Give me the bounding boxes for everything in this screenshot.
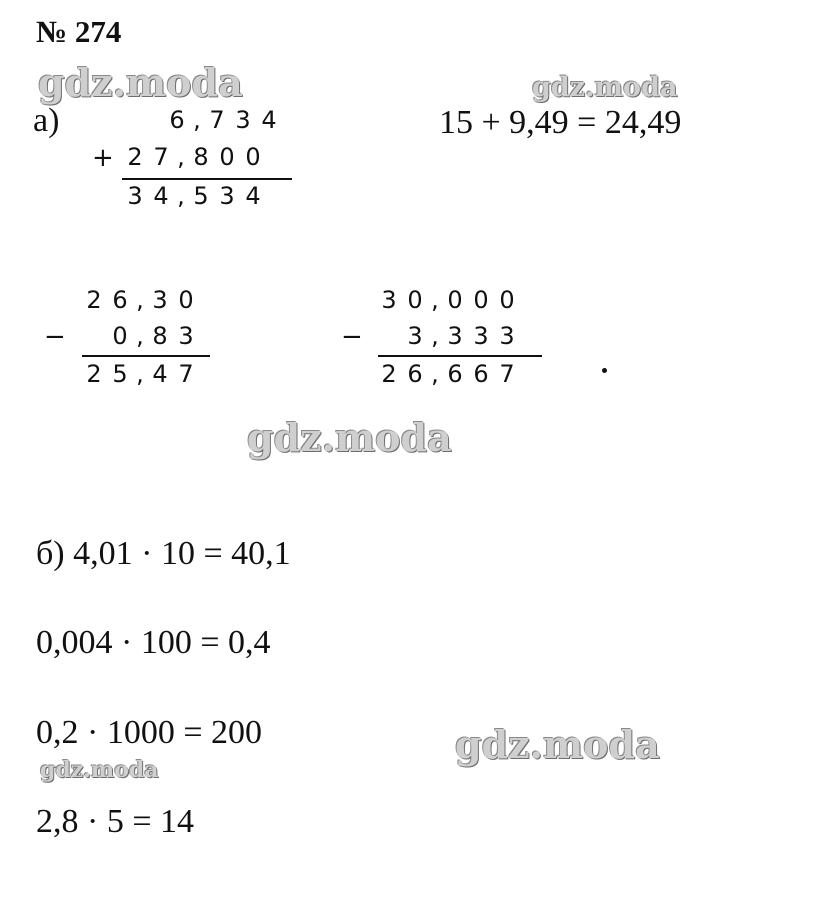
digit: 8 (152, 322, 168, 350)
digit: 3 (152, 286, 168, 314)
digit: 3 (178, 322, 194, 350)
digit: , (136, 322, 144, 350)
subtraction-2-bottom-row (402, 322, 520, 350)
digit: , (431, 360, 439, 388)
equation: 0,004 · 100 = 0,4 (36, 624, 271, 661)
digit: 5 (112, 360, 128, 388)
equation: 0,2 · 1000 = 200 (36, 714, 262, 751)
digit: , (177, 182, 185, 210)
exercise-number: № 274 (36, 14, 122, 49)
digit: 5 (193, 182, 209, 210)
addition-result-row (122, 182, 266, 210)
digit: 2 (86, 360, 102, 388)
subtraction-1-rule (82, 355, 210, 357)
digit: 6 (447, 360, 463, 388)
digit: 7 (178, 360, 194, 388)
stray-dot (602, 368, 607, 373)
digit: 0 (473, 286, 489, 314)
digit: 6 (407, 360, 423, 388)
watermark: gdz.moda (38, 60, 243, 105)
watermark: gdz.moda (532, 72, 678, 103)
digit: 3 (219, 182, 235, 210)
digit: 0 (447, 286, 463, 314)
digit: 2 (86, 286, 102, 314)
equation: 2,8 · 5 = 14 (36, 803, 194, 840)
digit: 0 (407, 286, 423, 314)
digit: , (136, 286, 144, 314)
digit: 2 (381, 360, 397, 388)
addition-rule (122, 178, 292, 180)
plus-sign: + (92, 143, 114, 173)
part-b-line-1 (36, 535, 291, 573)
watermark: gdz.moda (455, 722, 660, 767)
subtraction-1-top-row (81, 286, 199, 314)
digit: 4 (152, 360, 168, 388)
digit: 0 (219, 143, 235, 171)
digit: 3 (407, 322, 423, 350)
digit: 8 (193, 143, 209, 171)
addition-top-row (164, 106, 282, 134)
digit: 6 (112, 286, 128, 314)
subtraction-1-bottom-row (107, 322, 199, 350)
digit: 3 (473, 322, 489, 350)
digit: 2 (127, 143, 143, 171)
digit: 3 (381, 286, 397, 314)
subtraction-2-top-row (376, 286, 520, 314)
digit: , (431, 286, 439, 314)
digit: 3 (447, 322, 463, 350)
digit: 3 (235, 106, 251, 134)
part-a-label: а) (33, 102, 60, 139)
digit: , (177, 143, 185, 171)
digit: 0 (112, 322, 128, 350)
minus-sign: − (44, 322, 66, 352)
minus-sign: − (341, 322, 363, 352)
subtraction-2-rule (378, 355, 542, 357)
digit: 4 (261, 106, 277, 134)
watermark: gdz.moda (40, 757, 159, 783)
addition-bottom-row (122, 143, 266, 171)
digit: , (136, 360, 144, 388)
digit: 7 (499, 360, 515, 388)
watermark: gdz.moda (247, 415, 452, 460)
equation: 4,01 · 10 = 40,1 (73, 535, 291, 572)
digit: , (193, 106, 201, 134)
subtraction-2-result-row (376, 360, 520, 388)
digit: 6 (473, 360, 489, 388)
part-b-label: б) (36, 535, 65, 572)
digit: 3 (499, 322, 515, 350)
digit: 6 (169, 106, 185, 134)
digit: 0 (499, 286, 515, 314)
digit: 0 (245, 143, 261, 171)
digit: 4 (153, 182, 169, 210)
subtraction-1-result-row (81, 360, 199, 388)
digit: 3 (127, 182, 143, 210)
digit: 4 (245, 182, 261, 210)
digit: 7 (209, 106, 225, 134)
digit: 0 (178, 286, 194, 314)
digit: , (431, 322, 439, 350)
inline-equation: 15 + 9,49 = 24,49 (439, 104, 682, 141)
digit: 7 (153, 143, 169, 171)
